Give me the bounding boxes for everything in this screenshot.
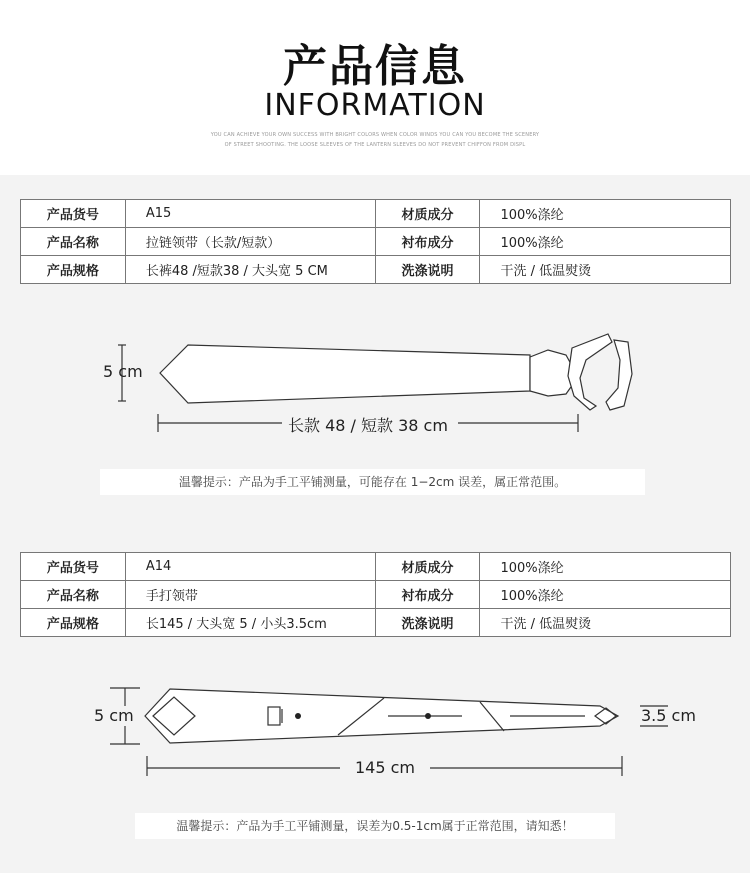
table-row [21,256,731,284]
subtitle-line-2: OF STREET SHOOTING. THE LOOSE SLEEVES OF THE LANTERN SLEEVES DO NOT PREVENT CHIFFON FROM DISPL [224,142,526,148]
spec-key: 衬布成分 [375,581,480,609]
spec-key: 产品名称 [21,581,126,609]
spec-key: 材质成分 [375,553,480,581]
spec-value: 100%涤纶 [480,200,731,228]
spec-value: 长裤48 /短款38 / 大头宽 5 CM [125,256,375,284]
spec-value: A14 [125,553,375,581]
table-row [21,200,731,228]
product1-spec-table [20,199,731,284]
page-title-cn: 产品信息 [283,41,467,92]
table-row [21,228,731,256]
spec-key: 产品规格 [21,609,126,637]
measurement-note: 温馨提示：产品为手工平铺测量，误差为0.5-1cm属于正常范围，请知悉！ [135,813,615,839]
stitch-dot [425,713,431,719]
spec-value: 100%涤纶 [480,581,731,609]
spec-key: 洗涤说明 [375,609,480,637]
length-label: 145 cm [355,758,416,777]
table-row [21,609,731,637]
zipper-collar-left [568,334,612,410]
spec-value: 长145 / 大头宽 5 / 小头3.5cm [125,609,375,637]
stitch-dot [295,713,301,719]
spec-value: 100%涤纶 [480,553,731,581]
spec-key: 材质成分 [375,200,480,228]
tie-blade [160,345,530,403]
spec-key: 产品规格 [21,256,126,284]
subtitle-line-1: YOU CAN ACHIEVE YOUR OWN SUCCESS WITH BRIGHT COLORS WHEN COLOR WINDS YOU CAN YOU BECOME THE SCENERY [210,132,540,138]
spec-key: 洗涤说明 [375,256,480,284]
measurement-note: 温馨提示：产品为手工平铺测量，可能存在 1−2cm 误差，属正常范围。 [100,469,645,495]
spec-key: 产品货号 [21,553,126,581]
spec-value: 100%涤纶 [480,228,731,256]
spec-key: 产品货号 [21,200,126,228]
zipper-collar-right [606,340,632,410]
width-label: 5 cm [94,706,134,725]
length-label: 长款 48 / 短款 38 cm [288,416,448,435]
spec-value: 干洗 / 低温熨烫 [480,609,731,637]
spec-key: 产品名称 [21,228,126,256]
small-end-label: 3.5 cm [641,706,696,725]
spec-value: 拉链领带（长款/短款） [125,228,375,256]
spec-value: A15 [125,200,375,228]
table-row [21,581,731,609]
header [0,0,750,175]
spec-value: 干洗 / 低温熨烫 [480,256,731,284]
spec-key: 衬布成分 [375,228,480,256]
product2-spec-table [20,552,731,637]
width-label: 5 cm [103,362,143,381]
table-row [21,553,731,581]
label-tag [268,707,280,725]
spec-value: 手打领带 [125,581,375,609]
page-title-en: INFORMATION [264,88,486,123]
